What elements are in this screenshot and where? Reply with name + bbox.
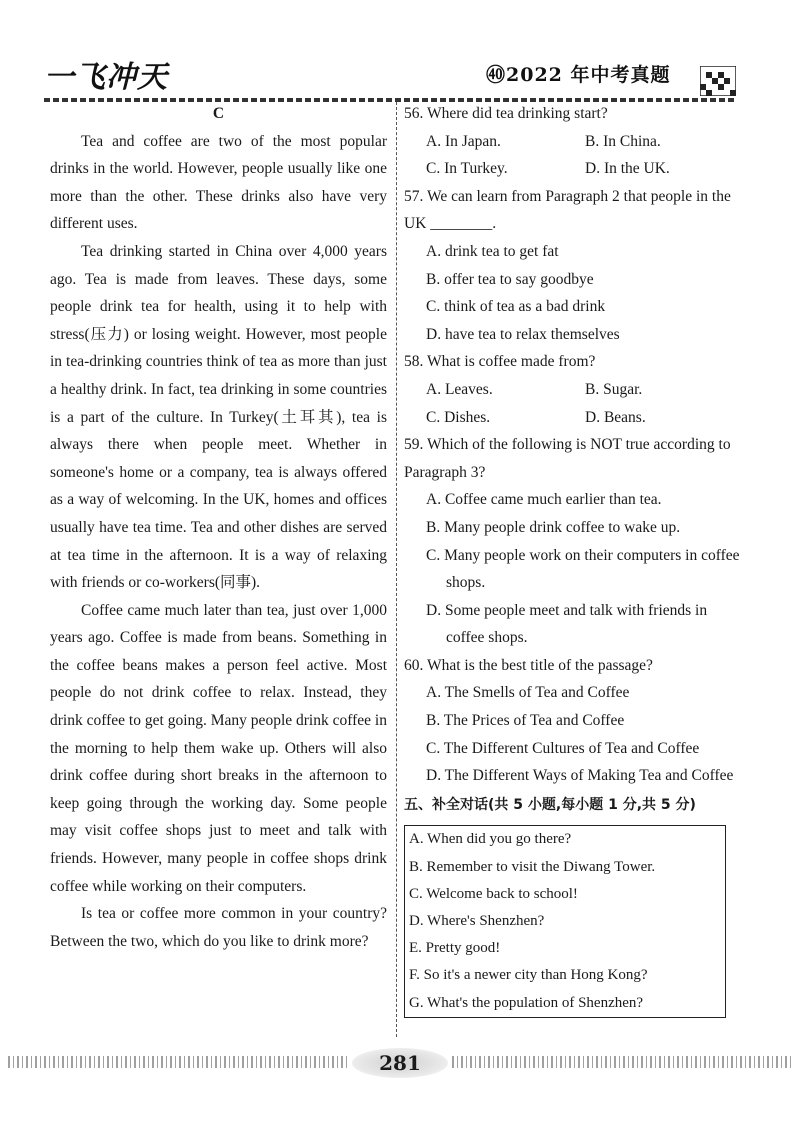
option-b: B. Sugar. (585, 380, 643, 398)
book-logo: 一飞冲天 (44, 60, 168, 95)
question-56 (404, 100, 744, 183)
reading-passage (50, 100, 387, 955)
option-b: B. In China. (585, 132, 661, 150)
option-b: B. Many people drink coffee to wake up. (426, 518, 681, 536)
passage-paragraph-3: Coffee came much later than tea, just over 1,000 years ago. Coffee is made from beans. Something in the coffee beans makes a person feel active. Most people do not drink coffee to relax. Instead, they drink coffee to get going. Many people drink coffee in the morning to help them wake up. Others will also drink coffee during short breaks in the afternoon to keep going through the working day. Some people may visit coffee shops just to meet and talk with friends. However, many people in coffee shops drink coffee while working on their computers. (50, 601, 387, 895)
option-d: D. The Different Ways of Making Tea and Coffee (426, 767, 734, 785)
page-header (0, 0, 800, 105)
option-c: C. Dishes. (426, 408, 491, 426)
option-a: A. Coffee came much earlier than tea. (426, 491, 662, 509)
option-a: A. drink tea to get fat (426, 242, 559, 260)
header-title: ㊵2022 年中考真题 (486, 64, 671, 86)
option-a: A. In Japan. (426, 132, 501, 150)
question-stem: 58. What is coffee made from? (404, 353, 596, 371)
option-b: B. offer tea to say goodbye (426, 270, 594, 288)
questions-column (404, 100, 744, 1018)
checker-decoration-icon (700, 66, 736, 96)
column-divider (396, 102, 397, 1037)
footer-pattern-left (8, 1056, 348, 1068)
passage-paragraph-4: Is tea or coffee more common in your country? Between the two, which do you like to drink more? (50, 905, 387, 950)
option-c: C. In Turkey. (426, 160, 508, 178)
option-a: A. The Smells of Tea and Coffee (426, 684, 630, 702)
page-number: 281 (379, 1051, 421, 1075)
option-a: A. Leaves. (426, 380, 493, 398)
passage-paragraph-1: Tea and coffee are two of the most popular drinks in the world. However, people usually like one more than the other. These drinks also have very different uses. (50, 132, 387, 233)
question-stem: 59. Which of the following is NOT true according to Paragraph 3? (404, 436, 731, 481)
dialogue-choices-box (404, 825, 726, 1017)
option-d: D. Beans. (585, 408, 646, 426)
question-stem: 60. What is the best title of the passage? (404, 656, 653, 674)
section-5-title: 五、补全对话(共 5 小题,每小题 1 分,共 5 分) (404, 796, 696, 813)
page-footer (0, 1046, 800, 1086)
question-57 (404, 183, 744, 349)
choice-g: G. What's the population of Shenzhen? (409, 994, 644, 1011)
option-c: C. Many people work on their computers in coffee shops. (426, 546, 740, 592)
option-d: D. have tea to relax themselves (426, 325, 620, 343)
option-c: C. think of tea as a bad drink (426, 298, 606, 316)
choice-d: D. Where's Shenzhen? (409, 913, 545, 930)
question-59 (404, 431, 744, 652)
option-d: D. Some people meet and talk with friends in coffee shops. (426, 601, 708, 647)
choice-c: C. Welcome back to school! (409, 885, 578, 902)
question-stem: 56. Where did tea drinking start? (404, 105, 608, 122)
question-58 (404, 348, 744, 431)
option-d: D. In the UK. (585, 160, 670, 178)
footer-pattern-right (452, 1056, 792, 1068)
passage-section-label: C (212, 105, 225, 122)
passage-paragraph-2: Tea drinking started in China over 4,000 years ago. Tea is made from leaves. These days, some people drink tea for health, using it to help with stress(压力) or losing weight. However, most people in tea-drinking countries think of tea as more than just a healthy drink. In fact, tea drinking in some countries is a part of the culture. In Turkey(土耳其), tea is always there when people meet. Whether in someone's home or a company, tea is always offered as a way of welcoming. In the UK, homes and offices usually have tea time. Tea and other dishes are served at tea time in the afternoon. It is a way of relaxing with friends or co-workers(同事). (50, 242, 387, 592)
question-60 (404, 652, 744, 790)
question-stem: 57. We can learn from Paragraph 2 that people in the UK ________. (404, 187, 731, 233)
choice-b: B. Remember to visit the Diwang Tower. (409, 858, 656, 875)
option-b: B. The Prices of Tea and Coffee (426, 712, 625, 730)
choice-f: F. So it's a newer city than Hong Kong? (409, 967, 648, 984)
choice-e: E. Pretty good! (409, 940, 501, 957)
choice-a: A. When did you go there? (409, 831, 572, 848)
option-c: C. The Different Cultures of Tea and Coffee (426, 739, 700, 757)
